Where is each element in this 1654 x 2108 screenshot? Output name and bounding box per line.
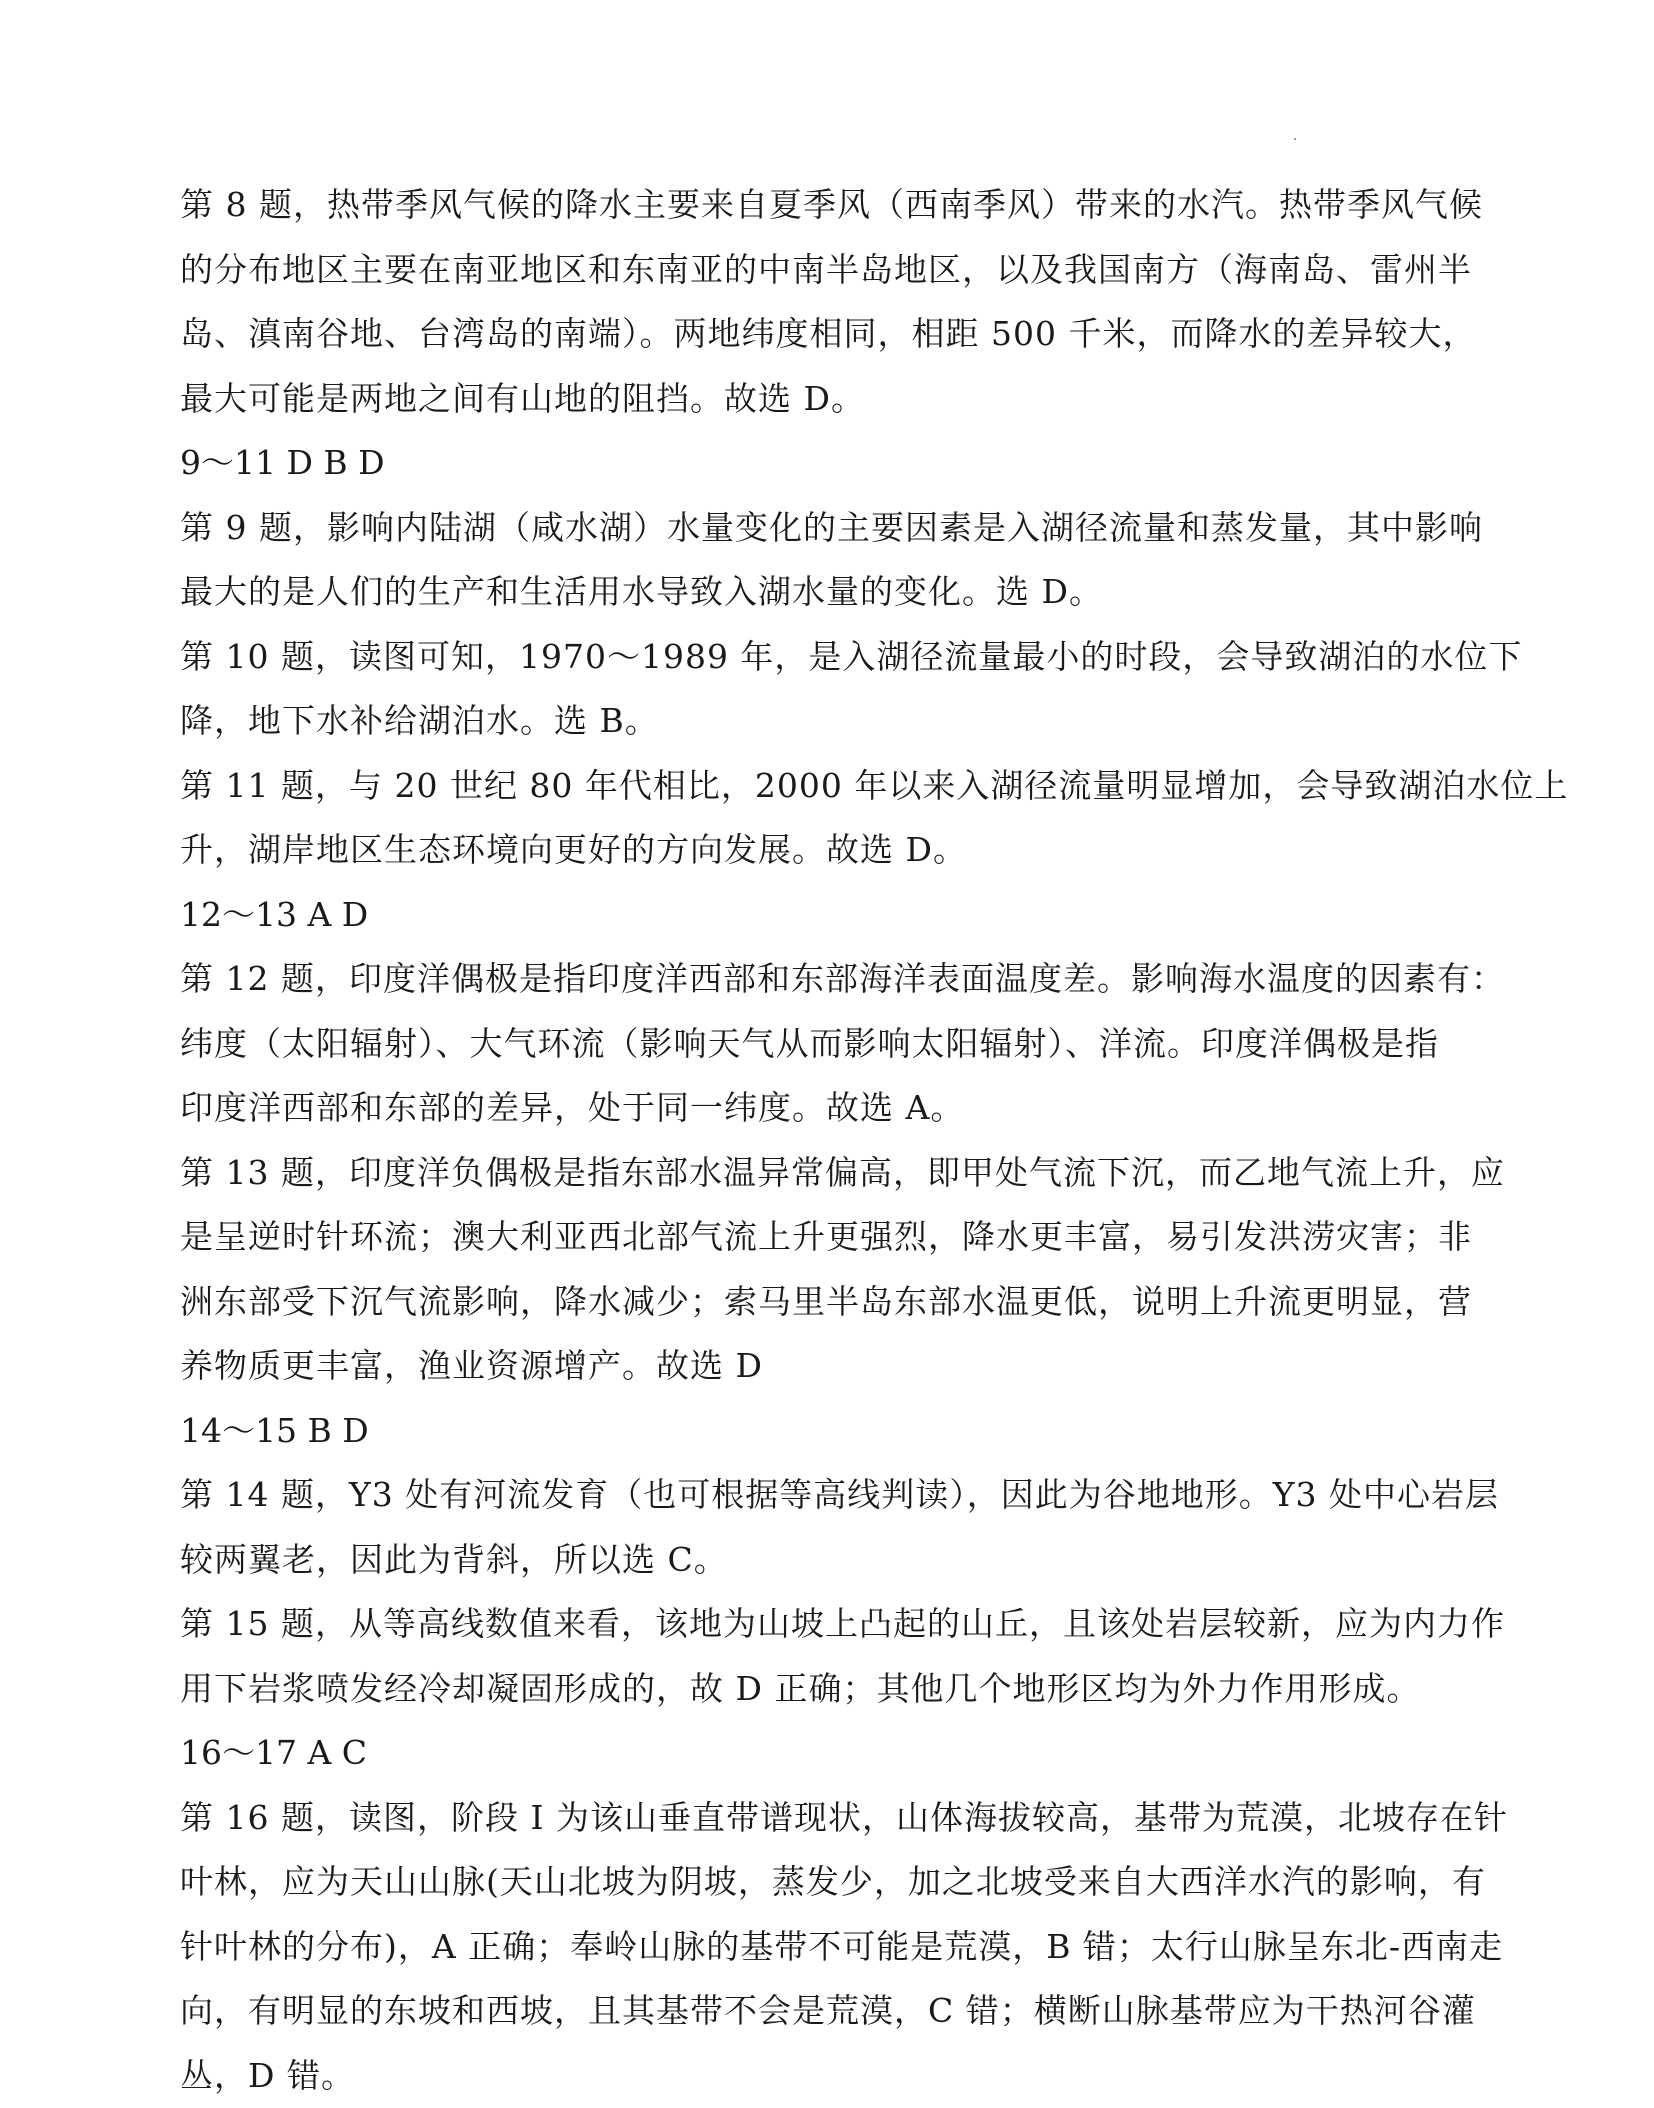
text-line: 洲东部受下沉气流影响，降水减少；索马里半岛东部水温更低，说明上升流更明显，营 bbox=[180, 1270, 1480, 1335]
answer-explanation-text bbox=[180, 173, 1480, 2108]
text-line: 第 15 题，从等高线数值来看，该地为山坡上凸起的山丘，且该处岩层较新，应为内力作 bbox=[180, 1592, 1480, 1657]
text-line: 叶林，应为天山山脉(天山北坡为阴坡，蒸发少，加之北坡受来自大西洋水汽的影响，有 bbox=[180, 1850, 1480, 1915]
text-line: 向，有明显的东坡和西坡，且其基带不会是荒漠，C 错；横断山脉基带应为干热河谷灌 bbox=[180, 1979, 1480, 2044]
text-line: 用下岩浆喷发经冷却凝固形成的，故 D 正确；其他几个地形区均为外力作用形成。 bbox=[180, 1657, 1480, 1722]
text-line: 第 16 题，读图，阶段 I 为该山垂直带谱现状，山体海拔较高，基带为荒漠，北坡存在针 bbox=[180, 1786, 1480, 1851]
text-line: 第 8 题，热带季风气候的降水主要来自夏季风（西南季风）带来的水汽。热带季风气候 bbox=[180, 173, 1480, 238]
text-line: 纬度（太阳辐射）、大气环流（影响天气从而影响太阳辐射）、洋流。印度洋偶极是指 bbox=[180, 1012, 1480, 1077]
text-line: 丛，D 错。 bbox=[180, 2044, 1480, 2108]
scan-speck bbox=[1294, 138, 1296, 140]
text-line: 第 13 题，印度洋负偶极是指东部水温异常偏高，即甲处气流下沉，而乙地气流上升，应 bbox=[180, 1141, 1480, 1206]
text-line: 较两翼老，因此为背斜，所以选 C。 bbox=[180, 1528, 1480, 1593]
text-line: 岛、滇南谷地、台湾岛的南端）。两地纬度相同，相距 500 千米，而降水的差异较大， bbox=[180, 302, 1480, 367]
text-line: 第 9 题，影响内陆湖（咸水湖）水量变化的主要因素是入湖径流量和蒸发量，其中影响 bbox=[180, 496, 1480, 561]
text-line: 第 14 题，Y3 处有河流发育（也可根据等高线判读），因此为谷地地形。Y3 处中心岩层 bbox=[180, 1463, 1480, 1528]
text-line: 第 11 题，与 20 世纪 80 年代相比，2000 年以来入湖径流量明显增加，会导致湖泊水位上 bbox=[180, 754, 1480, 819]
text-line: 印度洋西部和东部的差异，处于同一纬度。故选 A。 bbox=[180, 1076, 1480, 1141]
text-line: 第 12 题，印度洋偶极是指印度洋西部和东部海洋表面温度差。影响海水温度的因素有： bbox=[180, 947, 1480, 1012]
answer-key-line: 14～15 B D bbox=[180, 1399, 1480, 1464]
text-line: 针叶林的分布)，A 正确；奉岭山脉的基带不可能是荒漠，B 错；太行山脉呈东北-西南走 bbox=[180, 1915, 1480, 1980]
text-line: 升，湖岸地区生态环境向更好的方向发展。故选 D。 bbox=[180, 818, 1480, 883]
answer-key-line: 12～13 A D bbox=[180, 883, 1480, 948]
text-line: 最大的是人们的生产和生活用水导致入湖水量的变化。选 D。 bbox=[180, 560, 1480, 625]
answer-key-line: 16～17 A C bbox=[180, 1721, 1480, 1786]
text-line: 第 10 题，读图可知，1970～1989 年，是入湖径流量最小的时段，会导致湖泊的水位下 bbox=[180, 625, 1480, 690]
answer-key-line: 9～11 D B D bbox=[180, 431, 1480, 496]
text-line: 降，地下水补给湖泊水。选 B。 bbox=[180, 689, 1480, 754]
text-line: 的分布地区主要在南亚地区和东南亚的中南半岛地区，以及我国南方（海南岛、雷州半 bbox=[180, 238, 1480, 303]
text-line: 是呈逆时针环流；澳大利亚西北部气流上升更强烈，降水更丰富，易引发洪涝灾害；非 bbox=[180, 1205, 1480, 1270]
text-line: 最大可能是两地之间有山地的阻挡。故选 D。 bbox=[180, 367, 1480, 432]
text-line: 养物质更丰富，渔业资源增产。故选 D bbox=[180, 1334, 1480, 1399]
